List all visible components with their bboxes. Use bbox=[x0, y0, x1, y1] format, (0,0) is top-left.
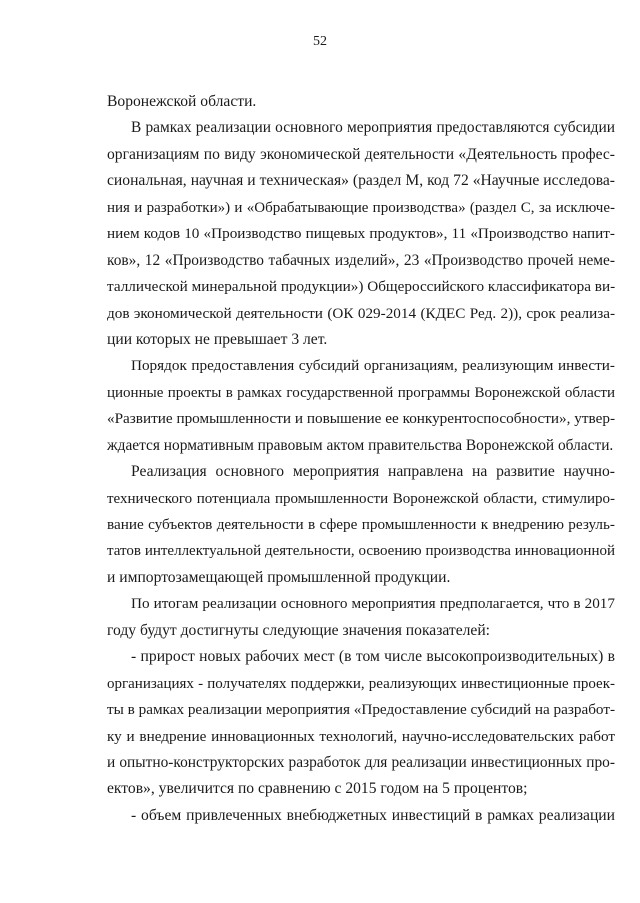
text-line: В рамках реализации основного мероприятия предоставляются субсидии bbox=[131, 119, 615, 137]
text-line: Реализация основного мероприятия направлена на развитие научно- bbox=[131, 463, 615, 481]
text-line: ционные проекты в рамках государственной программы Воронежской области bbox=[107, 384, 615, 401]
text-line: ждается нормативным правовым актом правительства Воронежской области. bbox=[107, 436, 614, 454]
text-line: ку и внедрение инновационных технологий, научно-исследовательских работ bbox=[107, 727, 615, 745]
text-line: ектов», увеличится по сравнению с 2015 годом на 5 процентов; bbox=[107, 780, 528, 798]
text-line: дов экономической деятельности (ОК 029-2014 (КДЕС Ред. 2)), срок реализа- bbox=[107, 304, 615, 322]
text-line: - прирост новых рабочих мест (в том числе высокопроизводительных) в bbox=[131, 648, 615, 666]
text-line: ции которых не превышает 3 лет. bbox=[107, 330, 328, 348]
text-line: таллической минеральной продукции») Общероссийского классификатора ви- bbox=[107, 278, 616, 296]
text-line: году будут достигнуты следующие значения показателей: bbox=[107, 621, 491, 639]
text-line: «Развитие промышленности и повышение ее конкурентоспособности», утвер- bbox=[107, 410, 615, 428]
text-line: нием кодов 10 «Производство пищевых продуктов», 11 «Производство напит- bbox=[107, 225, 615, 243]
text-line: и импортозамещающей промышленной продукции. bbox=[107, 568, 451, 586]
text-line: Воронежской области. bbox=[107, 93, 257, 110]
text-line: ков», 12 «Производство табачных изделий», 23 «Производство прочей неме- bbox=[107, 251, 615, 269]
text-line: татов интеллектуальной деятельности, освоению производства инновационной bbox=[107, 543, 615, 560]
text-line: ты в рамках реализации мероприятия «Предоставление субсидий на разработ- bbox=[107, 701, 616, 719]
text-line: По итогам реализации основного мероприятия предполагается, что в 2017 bbox=[131, 595, 615, 613]
page-number: 52 bbox=[313, 34, 327, 49]
text-line: сиональная, научная и техническая» (раздел M, код 72 «Научные исследова- bbox=[107, 172, 615, 190]
text-line: Порядок предоставления субсидий организациям, реализующим инвести- bbox=[131, 357, 615, 375]
text-line: - объем привлеченных внебюджетных инвестиций в рамках реализации bbox=[131, 806, 615, 824]
text-line: вание субъектов деятельности в сфере промышленности к внедрению резуль- bbox=[107, 516, 615, 533]
text-line: технического потенциала промышленности Воронежской области, стимулиро- bbox=[107, 490, 615, 507]
text-line: ния и разработки») и «Обрабатывающие производства» (раздел С, за исключе- bbox=[107, 199, 615, 216]
text-line: организациям по виду экономической деятельности «Деятельность профес- bbox=[107, 145, 615, 163]
document-body bbox=[107, 89, 615, 829]
text-line: и опытно-конструкторских разработок для реализации инвестиционных про- bbox=[107, 753, 615, 771]
text-line: организациях - получателях поддержки, реализующих инвестиционные проек- bbox=[107, 675, 615, 692]
